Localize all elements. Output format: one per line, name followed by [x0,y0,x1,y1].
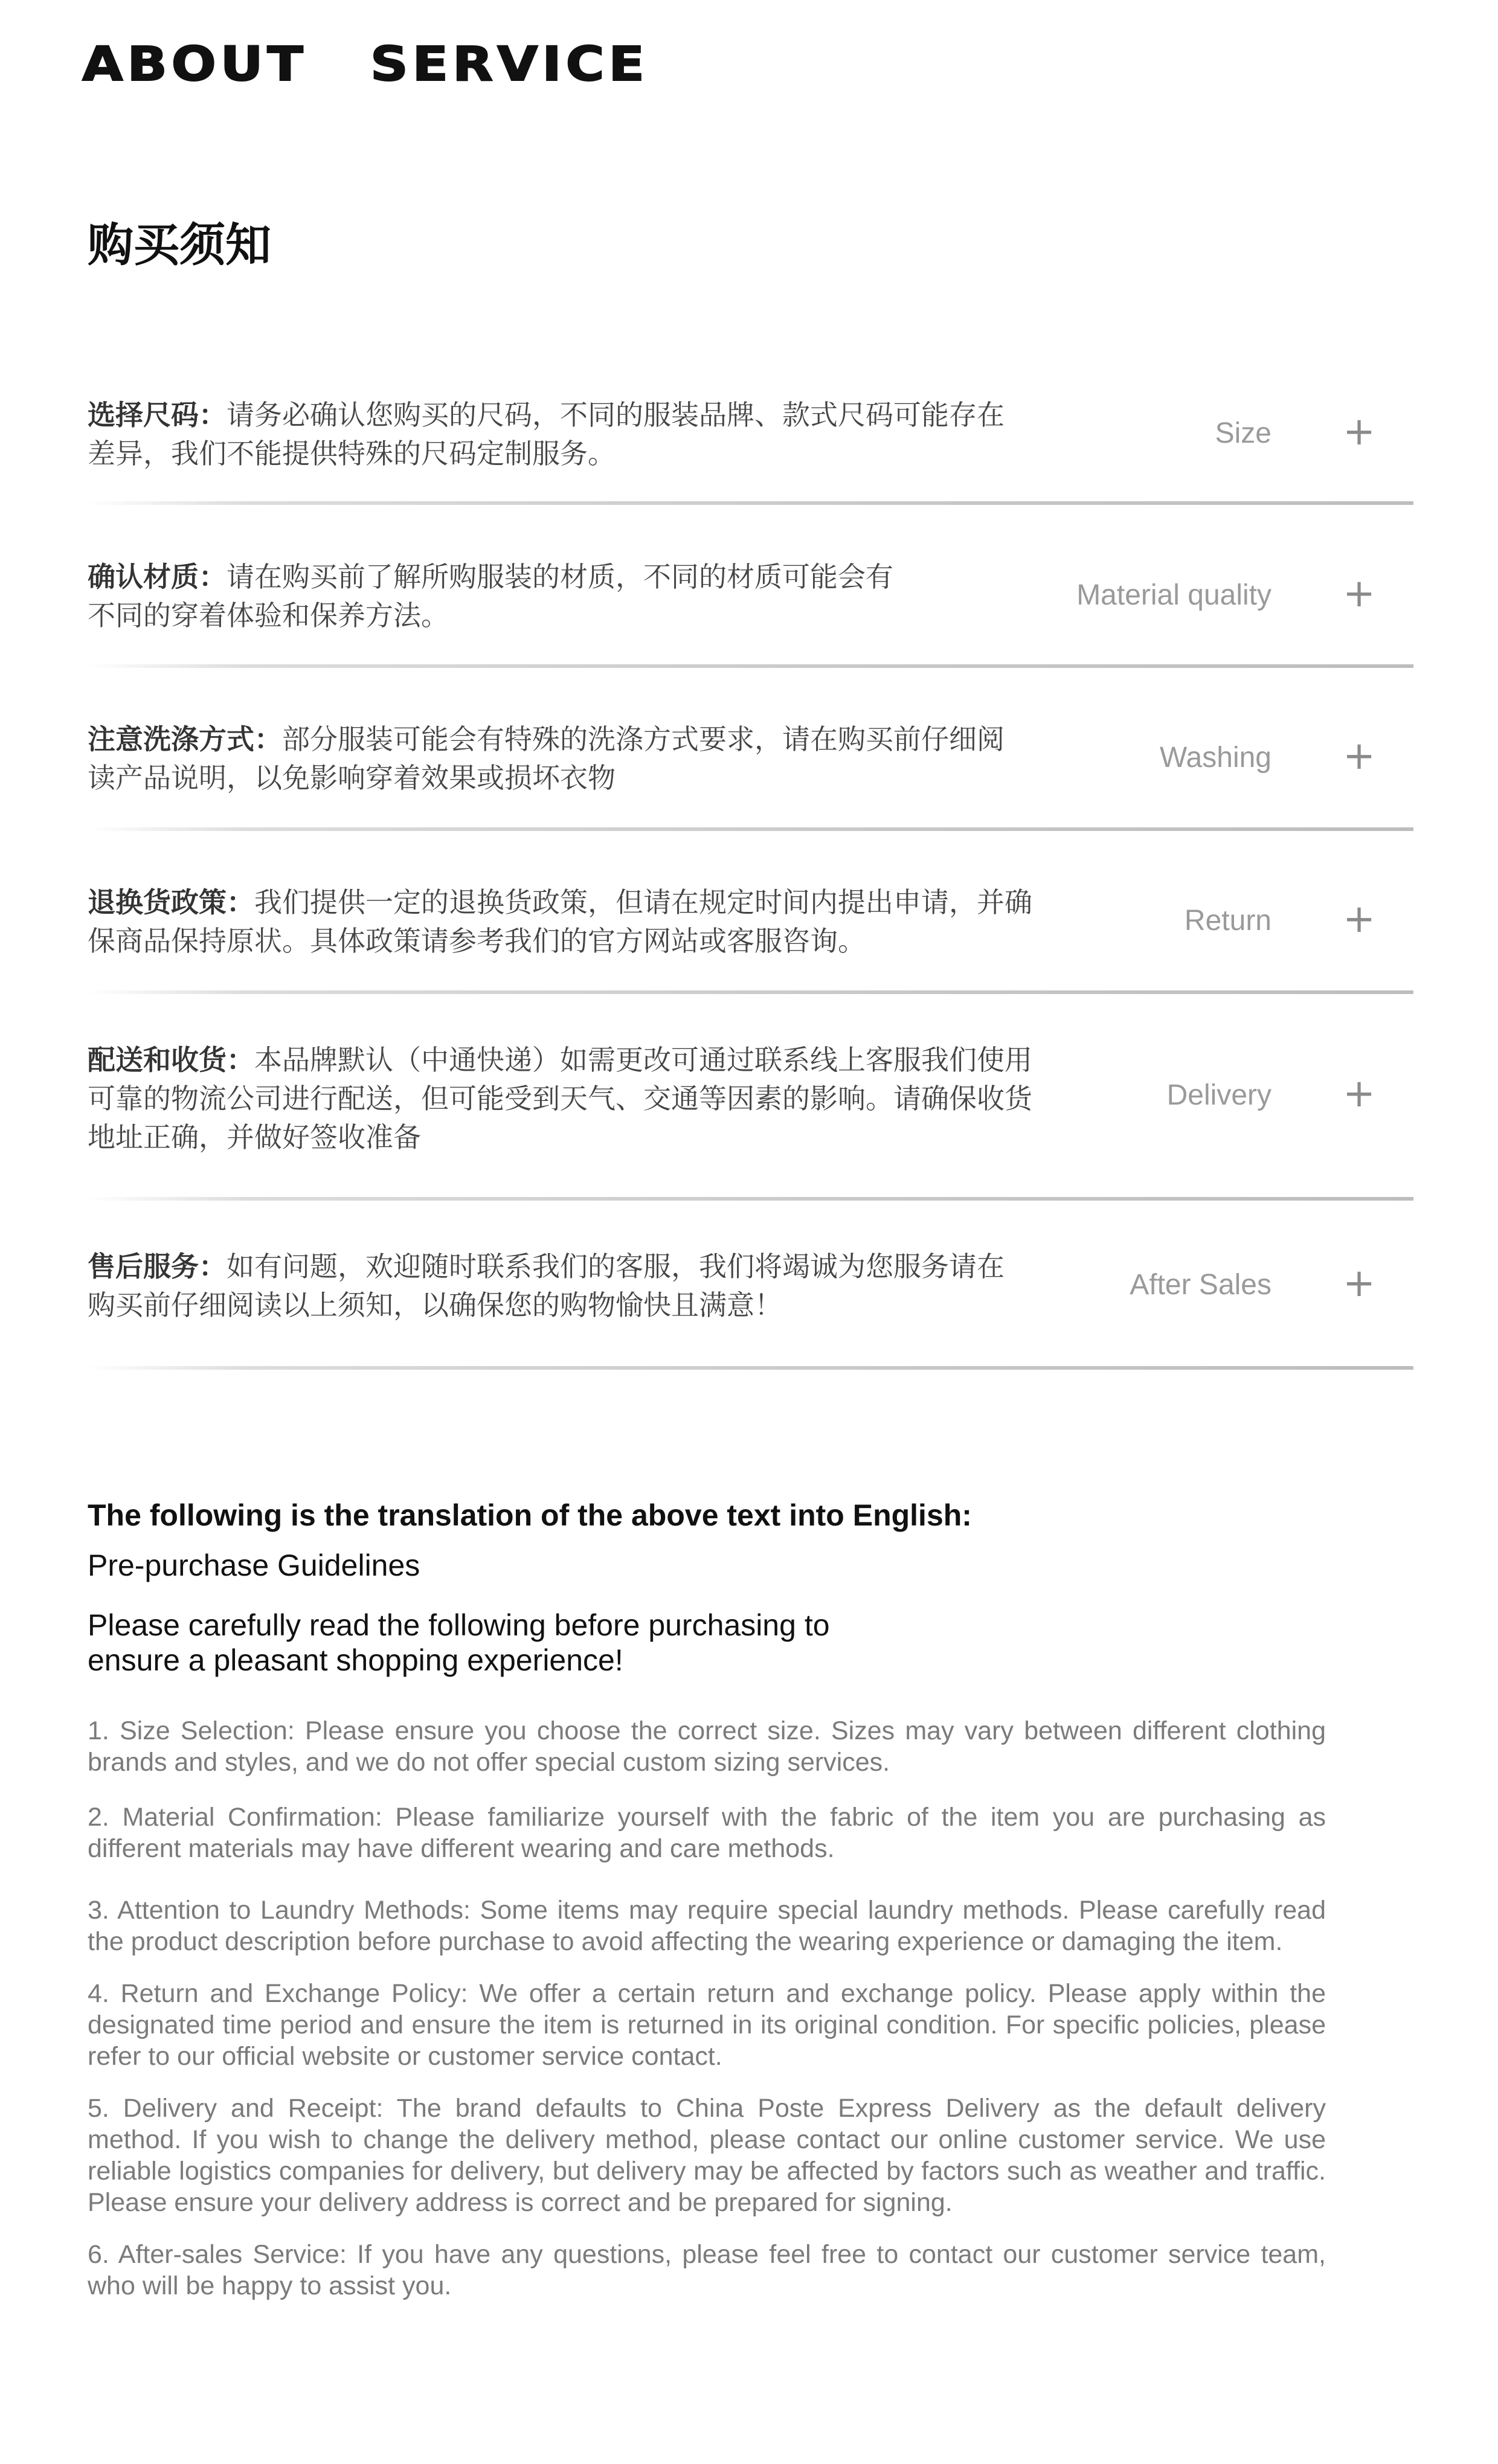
section-divider [88,990,1413,994]
translation-heading: The following is the translation of the above text into English: [88,1498,972,1532]
accordion-item-heading: 配送和收货： [88,1044,254,1076]
accordion-item-text [88,720,1030,797]
expand-plus-icon[interactable]: + [1343,734,1375,778]
accordion-item-body: 如有问题，欢迎随时联系我们的客服，我们将竭诚为您服务请在购买前仔细阅读以上须知，以确保您的购物愉快且满意！ [88,1250,1005,1321]
accordion-item-text [88,1247,1030,1324]
accordion-item-heading: 选择尺码： [88,399,227,431]
accordion-item-label: Material quality [1076,579,1271,611]
accordion-item-heading: 确认材质： [88,560,227,593]
expand-plus-icon[interactable]: + [1343,409,1375,454]
accordion-item-label: Size [1215,417,1271,449]
translation-paragraph: 2. Material Confirmation: Please familiarize yourself with the fabric of the item you are purchasing as different materials may have different wearing and care methods. [88,1803,1326,1863]
accordion-item-body: 部分服装可能会有特殊的洗涤方式要求，请在购买前仔细阅读产品说明，以免影响穿着效果或损坏衣物 [88,723,1005,794]
accordion-item-material[interactable] [88,554,1413,663]
accordion-item-body: 我们提供一定的退换货政策，但请在规定时间内提出申请，并确保商品保持原状。具体政策请参考我们的官方网站或客服咨询。 [88,886,1032,957]
section-divider [88,1197,1413,1201]
section-divider [88,664,1413,668]
accordion-item-return[interactable] [88,880,1413,989]
page-title: 购买须知 [88,218,271,272]
accordion-item-heading: 退换货政策： [88,886,254,919]
accordion-item-delivery[interactable] [88,1038,1413,1189]
translation-paragraph: 4. Return and Exchange Policy: We offer a certain return and exchange policy. Please apply within the designated time period and ensure the item is returned in its original condition. For specific policies, please refer to our official website or customer service contact. [88,1979,1326,2071]
accordion-item-text [88,1041,1042,1157]
accordion-item-text [88,883,1042,960]
accordion-item-heading: 售后服务： [88,1250,227,1283]
translation-subtitle: Pre-purchase Guidelines [88,1548,420,1582]
expand-plus-icon[interactable]: + [1343,1261,1375,1306]
accordion-item-label: Return [1184,905,1271,937]
section-divider [88,501,1413,505]
expand-plus-icon[interactable]: + [1343,897,1375,942]
accordion-item-after-sales[interactable] [88,1244,1413,1353]
expand-plus-icon[interactable]: + [1343,1071,1375,1116]
translation-paragraph: 5. Delivery and Receipt: The brand defaults to China Poste Express Delivery as the default delivery method. If you wish to change the delivery method, please contact our online customer service. We use reliable logistics companies for delivery, but delivery may be affected by factors such as weather and traffic. Please ensure your delivery address is correct and be prepared for signing. [88,2094,1326,2217]
section-divider [88,1366,1413,1370]
accordion-item-washing[interactable] [88,717,1413,826]
expand-plus-icon[interactable]: + [1343,571,1375,616]
accordion-item-heading: 注意洗涤方式： [88,723,282,756]
translation-paragraph: 6. After-sales Service: If you have any questions, please feel free to contact our customer service team, who will be happy to assist you. [88,2240,1326,2300]
accordion-item-text [88,396,1030,473]
section-divider [88,827,1413,831]
accordion-item-body: 请务必确认您购买的尺码，不同的服装品牌、款式尺码可能存在差异，我们不能提供特殊的尺码定制服务。 [88,399,1005,470]
accordion-item-label: Delivery [1166,1079,1271,1111]
brand-title: ABOUT SERVICE [82,37,649,92]
accordion-item-body: 请在购买前了解所购服装的材质，不同的材质可能会有不同的穿着体验和保养方法。 [88,560,893,632]
translation-paragraph: 3. Attention to Laundry Methods: Some items may require special laundry methods. Please carefully read the product description before purchase to avoid affecting the wearing experience or damaging the item. [88,1896,1326,1956]
accordion-item-label: After Sales [1130,1269,1271,1301]
accordion-item-label: Washing [1160,742,1271,774]
accordion-item-size[interactable] [88,393,1413,501]
translation-intro: Please carefully read the following before purchasing to ensure a pleasant shopping experience! [88,1608,830,1677]
accordion-item-text [88,557,909,635]
translation-paragraph: 1. Size Selection: Please ensure you choose the correct size. Sizes may vary between different clothing brands and styles, and we do not offer special custom sizing services. [88,1716,1326,1777]
accordion-item-body: 本品牌默认（中通快递）如需更改可通过联系线上客服我们使用可靠的物流公司进行配送，但可能受到天气、交通等因素的影响。请确保收货地址正确，并做好签收准备 [88,1044,1032,1153]
